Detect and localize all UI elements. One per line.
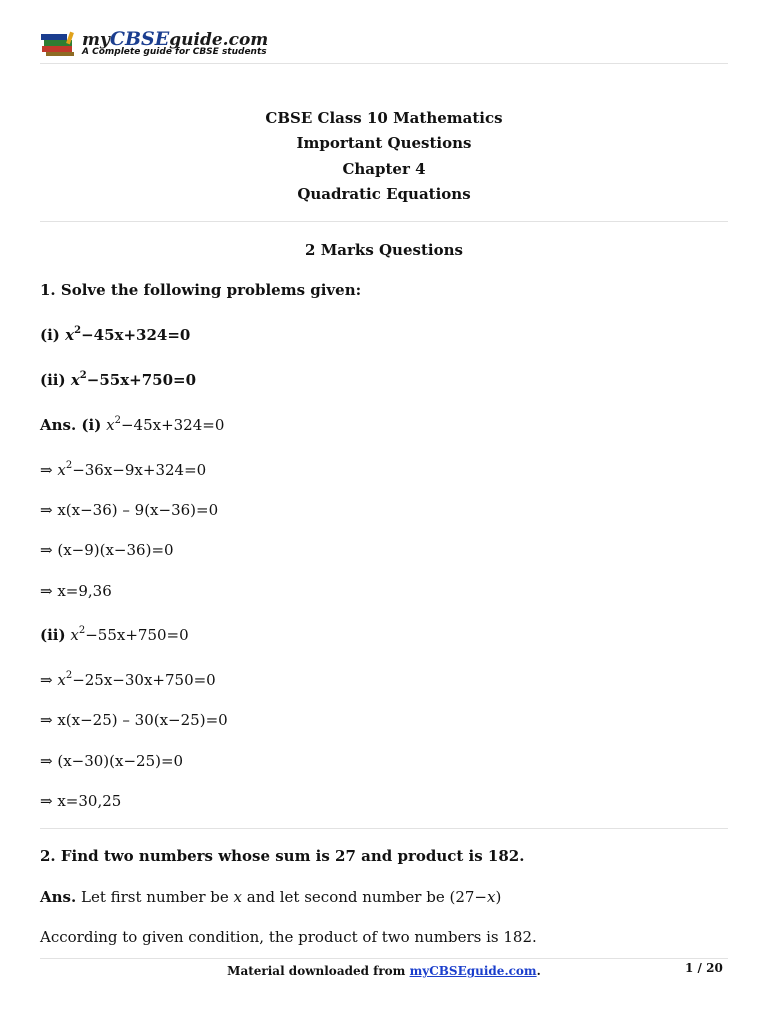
answer-2-condition: According to given condition, the product of two numbers is 182. [40, 928, 537, 946]
section-heading: 2 Marks Questions [305, 241, 463, 259]
page-number: 1 / 20 [685, 961, 723, 975]
answer-1-i-step: ⇒ (x−9)(x−36)=0 [40, 541, 174, 559]
doc-title-line4: Quadratic Equations [297, 185, 471, 203]
answer-1-i-step: ⇒ x(x−36) – 9(x−36)=0 [40, 501, 219, 519]
header-divider [40, 63, 728, 64]
doc-title-line1: CBSE Class 10 Mathematics [265, 109, 503, 127]
question-1-prompt: 1. Solve the following problems given: [40, 281, 362, 299]
logo-title: myCBSEguide.com [82, 28, 269, 50]
answer-1-ii-result: ⇒ x=30,25 [40, 792, 122, 810]
answer-1-i-result: ⇒ x=9,36 [40, 582, 112, 600]
doc-title-line3: Chapter 4 [342, 160, 426, 178]
logo-tagline: A Complete guide for CBSE students [82, 47, 267, 57]
answer-1-ii-step: ⇒ (x−30)(x−25)=0 [40, 752, 184, 770]
footer-divider [40, 958, 728, 959]
answer-1-i: Ans. (i) $x^2-45x+324=0$ [40, 415, 225, 434]
question-divider [40, 828, 728, 829]
title-divider [40, 221, 728, 222]
books-icon [40, 30, 78, 58]
footer-link[interactable]: myCBSEguide.com [409, 964, 537, 978]
answer-1-ii: (ii) $x^2-55x+750=0$ [40, 625, 189, 644]
answer-1-ii-step: ⇒ $x^2-25x-30x+750=0$ [40, 670, 216, 689]
answer-1-i-step: ⇒ $x^2-36x-9x+324=0$ [40, 460, 207, 479]
site-logo[interactable] [40, 28, 269, 62]
answer-2: Ans. Let first number be x and let second number be (27−x) [40, 888, 502, 906]
question-1-part-i: (i) $x^2-45x+324=0$ [40, 325, 191, 344]
doc-title-line2: Important Questions [296, 134, 472, 152]
question-1-part-ii: (ii) $x^2-55x+750=0$ [40, 370, 197, 389]
footer-note: Material downloaded from myCBSEguide.com. [227, 964, 541, 978]
question-2-prompt: 2. Find two numbers whose sum is 27 and product is 182. [40, 847, 525, 865]
answer-1-ii-step: ⇒ x(x−25) – 30(x−25)=0 [40, 711, 228, 729]
